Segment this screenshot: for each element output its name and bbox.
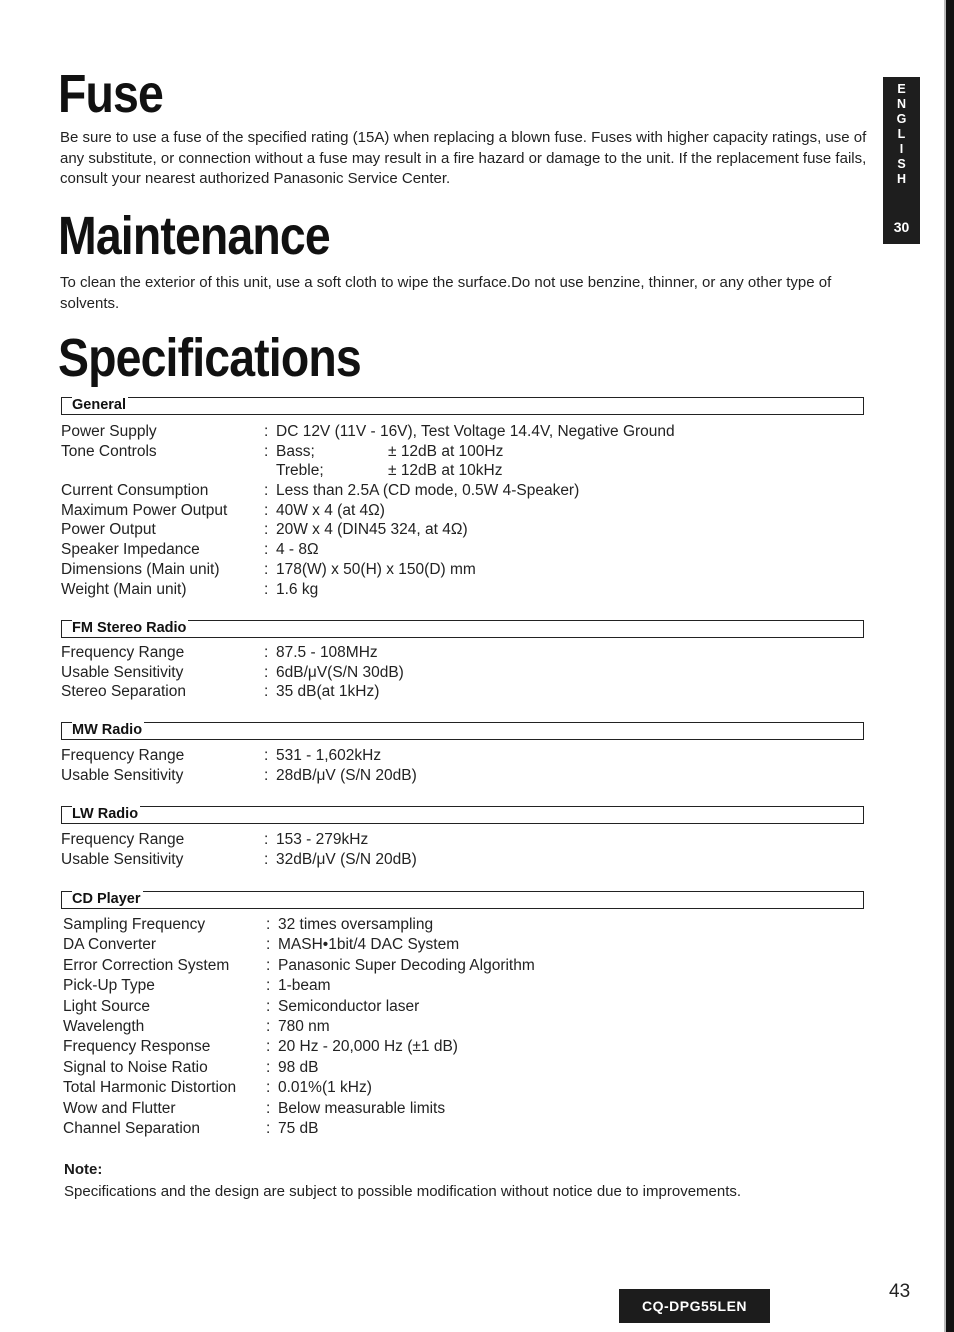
spec-value: 780 nm — [278, 1017, 330, 1035]
spec-row — [63, 1119, 883, 1139]
spec-colon: : — [266, 1099, 271, 1117]
spec-label: Weight (Main unit) — [61, 580, 187, 598]
spec-row — [63, 1037, 883, 1057]
spec-value: 32 times oversampling — [278, 916, 434, 933]
spec-value: 0.01%(1 kHz) — [278, 1079, 372, 1097]
spec-row — [61, 560, 881, 580]
specifications-heading: Specifications — [58, 328, 361, 388]
fuse-heading: Fuse — [58, 64, 163, 124]
spec-value: 40W x 4 (at 4Ω) — [276, 501, 385, 519]
spec-label: Total Harmonic Distortion — [63, 1079, 237, 1097]
spec-row — [61, 850, 881, 870]
spec-row — [63, 1099, 883, 1119]
spec-value: Panasonic Super Decoding Algorithm — [278, 956, 535, 974]
spec-colon: : — [264, 663, 269, 681]
spec-row — [61, 830, 881, 850]
page-number: 43 — [889, 1281, 911, 1302]
mw-spec-list — [61, 746, 881, 785]
page-edge-line — [944, 0, 946, 1332]
section-fm — [61, 620, 864, 638]
spec-value: 1.6 kg — [276, 580, 319, 598]
spec-colon: : — [264, 683, 269, 701]
spec-colon: : — [266, 956, 271, 974]
spec-row — [61, 643, 881, 663]
spec-colon: : — [266, 1038, 271, 1056]
spec-row — [61, 663, 881, 683]
spec-value-secondary: ± 12dB at 10kHz — [388, 462, 503, 480]
spec-row — [63, 1058, 883, 1078]
spec-row — [63, 1078, 883, 1098]
spec-value: 98 dB — [278, 1058, 319, 1076]
spec-colon: : — [264, 482, 269, 500]
spec-label: Sampling Frequency — [63, 916, 206, 933]
model-number-badge: CQ-DPG55LEN — [619, 1289, 770, 1323]
spec-value-secondary: ± 12dB at 100Hz — [388, 442, 504, 460]
spec-label: Usable Sensitivity — [61, 766, 184, 784]
spec-colon: : — [266, 1119, 271, 1137]
spec-value: 6dB/μV(S/N 30dB) — [276, 663, 404, 681]
fuse-text: Be sure to use a fuse of the specified rating (15A) when replacing a blown fuse. Fuses with higher capacity ratings, use of any substitute, or connection without a fuse may result in a fire hazard or damage to the unit. If the replacement fuse fails, consult your nearest authorized Panasonic Service Center. — [60, 129, 867, 187]
section-lw-title: LW Radio — [72, 806, 139, 822]
spec-label: Pick-Up Type — [63, 977, 155, 995]
section-cd-title: CD Player — [72, 891, 141, 907]
spec-row — [61, 442, 881, 462]
spec-value: 20 Hz - 20,000 Hz (±1 dB) — [278, 1038, 458, 1056]
spec-value: MASH•1bit/4 DAC System — [278, 936, 460, 954]
spec-label: Power Output — [61, 521, 156, 539]
section-mw-title: MW Radio — [72, 722, 143, 738]
general-spec-list — [61, 422, 881, 599]
spec-value: Less than 2.5A (CD mode, 0.5W 4-Speaker) — [276, 482, 580, 500]
spec-colon: : — [264, 747, 269, 764]
spec-row — [61, 422, 881, 442]
spec-value: 178(W) x 50(H) x 150(D) mm — [276, 560, 476, 578]
spec-value: 1-beam — [278, 977, 331, 995]
spec-colon: : — [266, 977, 271, 995]
spec-label: Frequency Range — [61, 644, 185, 661]
spec-value: 20W x 4 (DIN45 324, at 4Ω) — [276, 521, 468, 539]
language-tab-number: 30 — [893, 219, 910, 235]
spec-colon: : — [264, 521, 269, 539]
spec-row — [61, 766, 881, 786]
spec-label: Wavelength — [63, 1017, 145, 1035]
spec-colon: : — [264, 644, 269, 661]
spec-label: Channel Separation — [63, 1119, 201, 1137]
spec-colon: : — [264, 580, 269, 598]
spec-value: 75 dB — [278, 1119, 319, 1137]
spec-row — [61, 540, 881, 560]
spec-row — [61, 682, 881, 702]
spec-colon: : — [266, 1079, 271, 1097]
spec-row — [61, 746, 881, 766]
spec-label: Maximum Power Output — [61, 501, 228, 519]
section-mw — [61, 722, 864, 740]
spec-label: Tone Controls — [61, 442, 157, 460]
spec-row — [63, 1017, 883, 1037]
spec-label: Frequency Range — [61, 747, 185, 764]
spec-label: Stereo Separation — [61, 683, 186, 701]
spec-row — [61, 501, 881, 521]
spec-colon: : — [266, 1058, 271, 1076]
spec-label: Wow and Flutter — [63, 1099, 176, 1117]
spec-label: Usable Sensitivity — [61, 663, 184, 681]
spec-value: 4 - 8Ω — [276, 541, 319, 559]
cd-spec-list — [63, 915, 883, 1139]
lw-spec-list — [61, 830, 881, 869]
spec-value: Bass; — [276, 442, 315, 460]
spec-label: Usable Sensitivity — [61, 850, 184, 868]
spec-value: 531 - 1,602kHz — [276, 747, 382, 764]
spec-row — [63, 915, 883, 935]
spec-value: Treble; — [276, 462, 324, 480]
spec-value: Below measurable limits — [278, 1099, 446, 1117]
spec-label: Power Supply — [61, 423, 157, 440]
spec-value: 87.5 - 108MHz — [276, 644, 378, 661]
spec-label: Frequency Response — [63, 1038, 211, 1056]
note-text: Specifications and the design are subject to possible modification without notice due to improvements. — [64, 1183, 742, 1200]
language-tab — [883, 77, 920, 244]
spec-row — [63, 956, 883, 976]
spec-label: DA Converter — [63, 936, 157, 954]
spec-colon: : — [264, 850, 269, 868]
spec-value: 35 dB(at 1kHz) — [276, 683, 380, 701]
spec-label: Signal to Noise Ratio — [63, 1058, 208, 1076]
fm-spec-list — [61, 643, 881, 702]
spec-colon: : — [266, 936, 271, 954]
spec-row — [61, 580, 881, 600]
spec-colon: : — [264, 423, 269, 440]
page-edge — [946, 0, 954, 1332]
section-fm-title: FM Stereo Radio — [72, 620, 187, 636]
spec-value: Semiconductor laser — [278, 997, 420, 1015]
spec-label: Error Correction System — [63, 956, 230, 974]
spec-colon: : — [264, 541, 269, 559]
section-lw — [61, 806, 864, 824]
spec-label: Speaker Impedance — [61, 541, 200, 559]
spec-colon: : — [264, 501, 269, 519]
spec-row — [63, 935, 883, 955]
spec-row — [61, 520, 881, 540]
spec-label: Light Source — [63, 997, 151, 1015]
spec-colon: : — [266, 916, 271, 933]
note-title: Note: — [64, 1161, 103, 1178]
spec-colon: : — [264, 831, 269, 848]
spec-row — [61, 461, 881, 481]
spec-label: Dimensions (Main unit) — [61, 560, 220, 578]
section-general — [61, 397, 864, 415]
spec-value: DC 12V (11V - 16V), Test Voltage 14.4V, Negative Ground — [276, 423, 675, 440]
spec-colon: : — [264, 560, 269, 578]
spec-colon: : — [266, 997, 271, 1015]
spec-row — [63, 997, 883, 1017]
spec-value: 32dB/μV (S/N 20dB) — [276, 850, 417, 868]
maintenance-heading: Maintenance — [58, 206, 330, 266]
maintenance-text: To clean the exterior of this unit, use a soft cloth to wipe the surface.Do not use benzine, thinner, or any other type of solvents. — [60, 274, 832, 312]
language-tab-letters: E N G L I S H — [896, 82, 907, 186]
spec-value: 28dB/μV (S/N 20dB) — [276, 766, 417, 784]
spec-colon: : — [266, 1017, 271, 1035]
spec-label: Current Consumption — [61, 482, 209, 500]
spec-value: 153 - 279kHz — [276, 831, 369, 848]
spec-row — [63, 976, 883, 996]
spec-colon: : — [264, 766, 269, 784]
spec-row — [61, 481, 881, 501]
section-general-title: General — [72, 397, 126, 413]
spec-colon: : — [264, 442, 269, 460]
spec-label: Frequency Range — [61, 831, 185, 848]
section-cd — [61, 891, 864, 909]
